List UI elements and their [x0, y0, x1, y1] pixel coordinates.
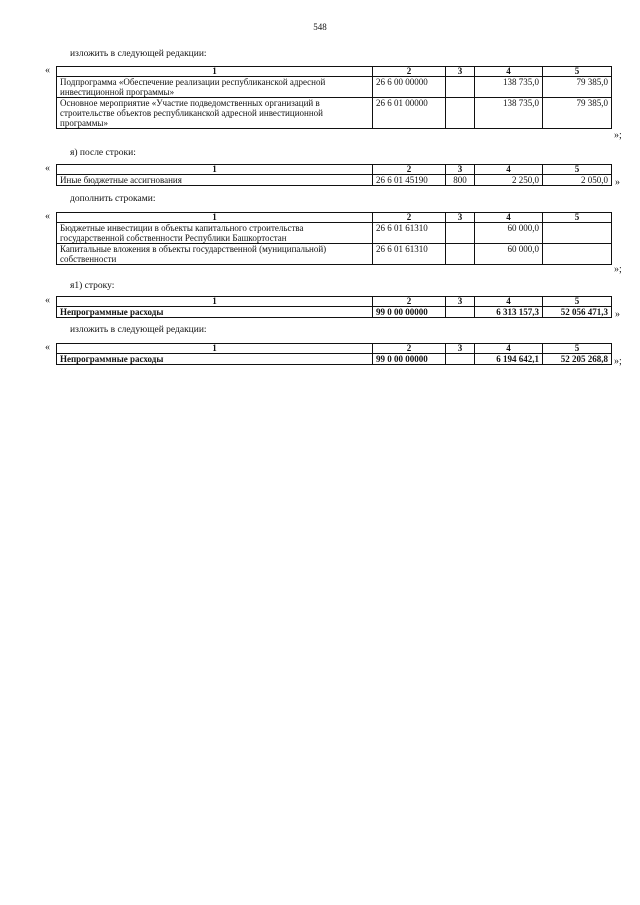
header-col-4: 4	[475, 344, 543, 354]
table-header-row	[57, 297, 612, 307]
cell-value-4: 6 313 157,3	[475, 307, 543, 318]
cell-name: Иные бюджетные ассигнования	[57, 175, 373, 186]
table-row	[57, 98, 612, 129]
table-block-1	[45, 65, 622, 141]
cell-type	[446, 77, 475, 98]
cell-name: Подпрограмма «Обеспечение реализации республиканской адресной инвестиционной программы»	[57, 77, 373, 98]
quote-open: «	[45, 211, 50, 222]
cell-value-5	[543, 223, 612, 244]
cell-value-5: 2 050,0	[543, 175, 612, 186]
header-col-5: 5	[543, 165, 612, 175]
header-col-5: 5	[543, 297, 612, 307]
page-number: 548	[313, 22, 327, 32]
header-col-3: 3	[446, 165, 475, 175]
header-col-3: 3	[446, 297, 475, 307]
header-col-1: 1	[57, 67, 373, 77]
header-col-3: 3	[446, 213, 475, 223]
budget-table-5	[56, 343, 612, 365]
cell-name: Непрограммные расходы	[57, 354, 373, 365]
header-col-4: 4	[475, 165, 543, 175]
table-row	[57, 77, 612, 98]
table-block-3	[45, 211, 622, 275]
header-col-5: 5	[543, 67, 612, 77]
header-col-2: 2	[373, 213, 446, 223]
header-col-1: 1	[57, 213, 373, 223]
cell-value-5: 52 056 471,3	[543, 307, 612, 318]
cell-value-5: 79 385,0	[543, 77, 612, 98]
cell-value-5	[543, 244, 612, 265]
budget-table-1	[56, 66, 612, 129]
cell-code: 99 0 00 00000	[373, 354, 446, 365]
table-header-row	[57, 344, 612, 354]
cell-value-4: 6 194 642,1	[475, 354, 543, 365]
quote-close: »;	[614, 264, 622, 275]
header-col-5: 5	[543, 213, 612, 223]
header-col-1: 1	[57, 344, 373, 354]
cell-name: Бюджетные инвестиции в объекты капитального строительства государственной собственности Республики Башкортостан	[57, 223, 373, 244]
instruction-text-4: я1) строку:	[70, 281, 115, 291]
cell-type	[446, 98, 475, 129]
instruction-text-1: изложить в следующей редакции:	[70, 49, 207, 59]
header-col-2: 2	[373, 67, 446, 77]
header-col-3: 3	[446, 67, 475, 77]
budget-table-4	[56, 296, 612, 318]
quote-open: «	[45, 65, 50, 76]
table-block-2	[45, 163, 620, 188]
table-row	[57, 223, 612, 244]
header-col-2: 2	[373, 165, 446, 175]
quote-open: «	[45, 295, 50, 306]
quote-close: »;	[614, 130, 622, 141]
table-row	[57, 175, 612, 186]
cell-code: 26 6 01 61310	[373, 244, 446, 265]
quote-open: «	[45, 163, 50, 174]
cell-type	[446, 244, 475, 265]
header-col-1: 1	[57, 165, 373, 175]
table-block-5	[45, 342, 622, 367]
cell-name: Основное мероприятие «Участие подведомственных организаций в строительстве объектов республиканской адресной инвестиционной программы»	[57, 98, 373, 129]
header-col-4: 4	[475, 213, 543, 223]
table-header-row	[57, 67, 612, 77]
header-col-2: 2	[373, 297, 446, 307]
instruction-text-5: изложить в следующей редакции:	[70, 325, 207, 335]
quote-open: «	[45, 342, 50, 353]
cell-code: 26 6 00 00000	[373, 77, 446, 98]
header-col-1: 1	[57, 297, 373, 307]
table-header-row	[57, 213, 612, 223]
header-col-3: 3	[446, 344, 475, 354]
cell-value-4: 60 000,0	[475, 223, 543, 244]
instruction-text-3: дополнить строками:	[70, 194, 156, 204]
cell-code: 99 0 00 00000	[373, 307, 446, 318]
cell-value-5: 79 385,0	[543, 98, 612, 129]
header-col-2: 2	[373, 344, 446, 354]
cell-type	[446, 223, 475, 244]
cell-value-4: 60 000,0	[475, 244, 543, 265]
cell-name: Непрограммные расходы	[57, 307, 373, 318]
budget-table-3	[56, 212, 612, 265]
budget-table-2	[56, 164, 612, 186]
quote-close: »	[615, 177, 620, 188]
table-block-4	[45, 295, 620, 320]
table-row	[57, 307, 612, 318]
cell-code: 26 6 01 00000	[373, 98, 446, 129]
cell-type	[446, 354, 475, 365]
header-col-4: 4	[475, 67, 543, 77]
cell-type: 800	[446, 175, 475, 186]
cell-type	[446, 307, 475, 318]
header-col-4: 4	[475, 297, 543, 307]
quote-close: »;	[614, 356, 622, 367]
table-row	[57, 354, 612, 365]
cell-code: 26 6 01 61310	[373, 223, 446, 244]
table-header-row	[57, 165, 612, 175]
cell-value-4: 2 250,0	[475, 175, 543, 186]
cell-name: Капитальные вложения в объекты государственной (муниципальной) собственности	[57, 244, 373, 265]
instruction-text-2: я) после строки:	[70, 148, 136, 158]
cell-value-5: 52 205 268,8	[543, 354, 612, 365]
header-col-5: 5	[543, 344, 612, 354]
cell-value-4: 138 735,0	[475, 98, 543, 129]
quote-close: »	[615, 309, 620, 320]
table-row	[57, 244, 612, 265]
cell-value-4: 138 735,0	[475, 77, 543, 98]
cell-code: 26 6 01 45190	[373, 175, 446, 186]
